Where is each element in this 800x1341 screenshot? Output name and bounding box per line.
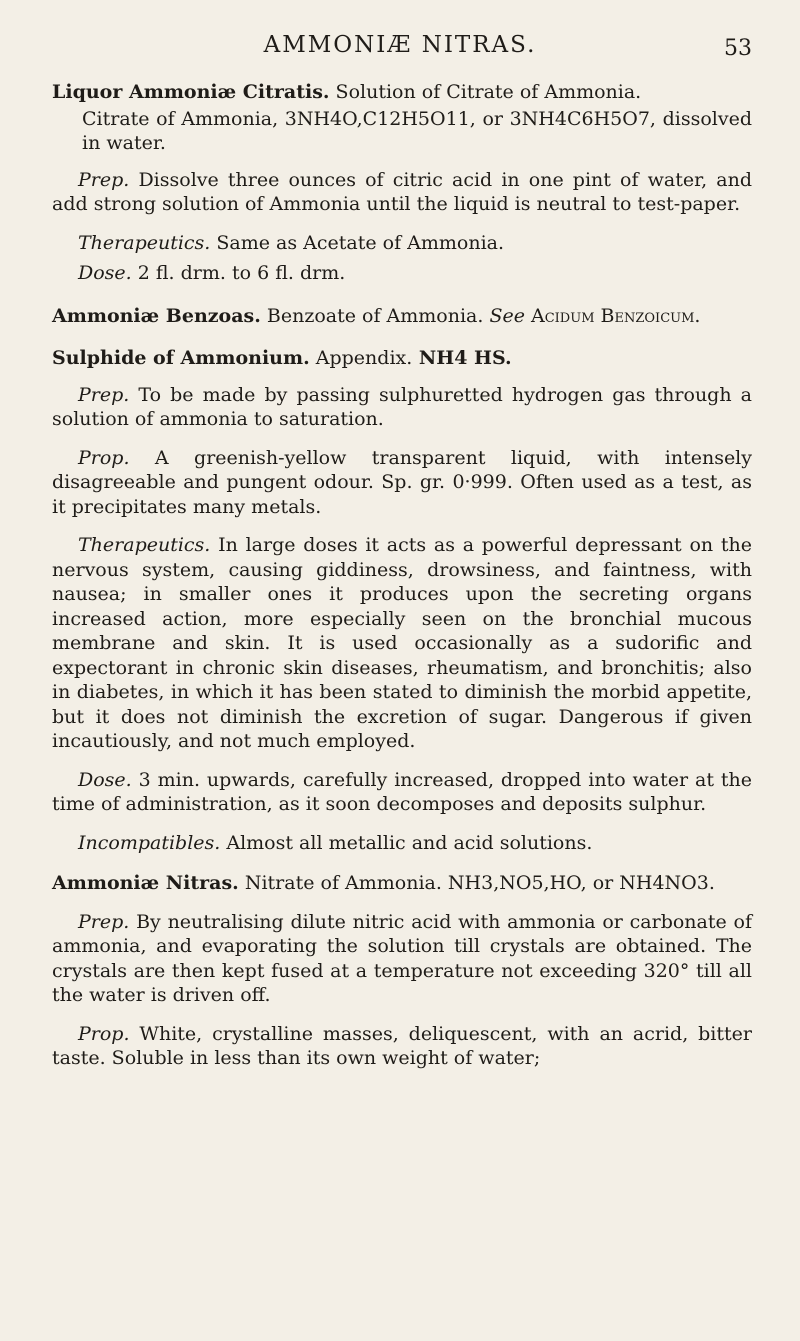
prep-label: Prep.	[78, 910, 130, 933]
entry-heading: Liquor Ammoniæ Citratis.	[52, 81, 330, 103]
entry-ammoniae-nitras	[52, 871, 752, 896]
formula-line: Citrate of Ammonia, 3NH4O,C12H5O11, or 3NH4C6H5O7, dissolved in water.	[82, 107, 752, 154]
page-body	[52, 80, 752, 1085]
dose-text: 3 min. upwards, carefully increased, dropped into water at the time of administration, as it soon decomposes and deposits sulphur.	[52, 768, 752, 815]
prep-text: Dissolve three ounces of citric acid in one pint of water, and add strong solution of Ammonia until the liquid is neutral to test-paper.	[52, 168, 752, 215]
entry-formula: NH4 HS.	[412, 347, 512, 369]
see-reference: Acidum Benzoicum.	[524, 304, 701, 327]
entry-heading-rest: Solution of Citrate of Ammonia.	[329, 81, 642, 103]
properties-paragraph	[52, 446, 752, 520]
dose-paragraph	[52, 768, 752, 817]
incompatibles-label: Incompatibles.	[78, 831, 221, 854]
prep-text: By neutralising dilute nitric acid with ammonia or carbonate of ammonia, and evaporating the solution till crystals are obtained. The crystals are then kept fused at a temperature not exceeding 320° till all the water is driven off.	[52, 910, 752, 1006]
see-label: See	[483, 304, 525, 327]
entry-liquor-ammoniae-citratis	[52, 80, 752, 105]
properties-text: White, crystalline masses, deliquescent, with an acrid, bitter taste. Soluble in less than its own weight of water;	[52, 1022, 752, 1069]
entry-sulphide-of-ammonium	[52, 346, 752, 371]
properties-text: A greenish-yellow transparent liquid, with intensely disagreeable and pungent odour. Sp. gr. 0·999. Often used as a test, as it precipitates many metals.	[52, 446, 752, 518]
entry-heading-rest: Nitrate of Ammonia. NH3,NO5,HO, or NH4NO3.	[238, 872, 715, 894]
incompatibles-paragraph	[52, 831, 752, 856]
properties-paragraph	[52, 1022, 752, 1071]
properties-label: Prop.	[78, 446, 130, 469]
entry-heading-rest: Appendix.	[309, 347, 413, 369]
dose-paragraph	[52, 261, 752, 286]
page-number: 53	[724, 36, 752, 61]
therapeutics-paragraph	[52, 533, 752, 754]
prep-paragraph	[52, 910, 752, 1008]
therapeutics-paragraph	[52, 231, 752, 256]
therapeutics-label: Therapeutics.	[78, 534, 211, 556]
therapeutics-label: Therapeutics.	[78, 231, 211, 254]
entry-heading: Ammoniæ Nitras.	[52, 872, 239, 894]
entry-heading: Ammoniæ Benzoas.	[52, 304, 261, 327]
entry-heading: Sulphide of Ammonium.	[52, 347, 310, 369]
therapeutics-text: Same as Acetate of Ammonia.	[210, 231, 505, 254]
prep-label: Prep.	[78, 383, 130, 406]
entry-ammoniae-benzoas	[52, 304, 752, 329]
dose-label: Dose.	[78, 768, 132, 791]
entry-heading-rest: Benzoate of Ammonia.	[260, 304, 484, 327]
prep-text: To be made by passing sulphuretted hydrogen gas through a solution of ammonia to saturation.	[52, 383, 752, 430]
prep-label: Prep.	[78, 168, 130, 191]
prep-paragraph	[52, 168, 752, 217]
properties-label: Prop.	[78, 1022, 130, 1045]
running-head: AMMONIÆ NITRAS.	[263, 32, 537, 58]
incompatibles-text: Almost all metallic and acid solutions.	[220, 831, 593, 854]
dose-text: 2 fl. drm. to 6 fl. drm.	[131, 262, 346, 284]
dose-label: Dose.	[78, 262, 132, 284]
therapeutics-text: In large doses it acts as a powerful depressant on the nervous system, causing giddiness, drowsiness, and faintness, with nausea; in smaller ones it produces upon the secreting organs increased action, more especially seen on the bronchial mucous membrane and skin. It is used occasionally as a sudorific and expectorant in chronic skin diseases, rheumatism, and bronchitis; also in diabetes, in which it has been stated to diminish the morbid appetite, but it does not diminish the excretion of sugar. Dangerous if given incautiously, and not much employed.	[52, 534, 752, 752]
prep-paragraph	[52, 383, 752, 432]
